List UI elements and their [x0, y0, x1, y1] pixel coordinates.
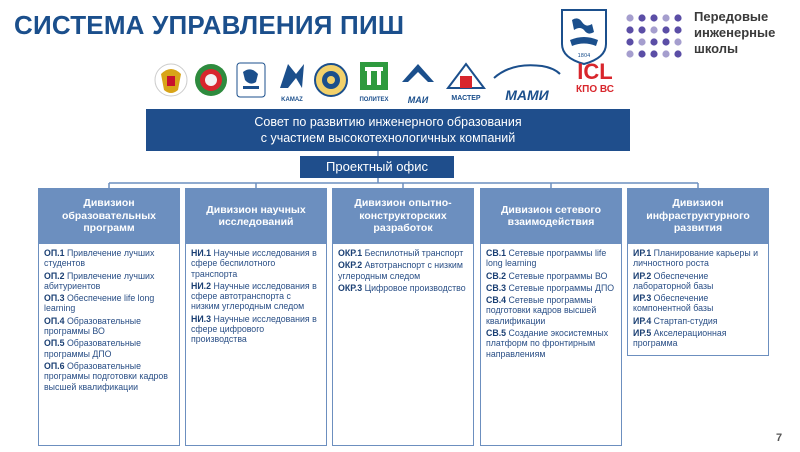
item-text: Обеспечение лабораторной базы [633, 270, 714, 291]
item-text: Научные исследования в сфере беспилотного транспорта [191, 248, 317, 279]
division-items [332, 244, 474, 446]
item-code: СВ.4 [486, 295, 507, 306]
item-code: СВ.1 [486, 248, 507, 258]
list-item [44, 338, 174, 359]
item-text: Научные исследования в сфере цифрового производства [191, 313, 317, 345]
item-text: Сетевые программы ДПО [508, 282, 615, 293]
item-code: ОП.2 [44, 270, 65, 281]
division-items [627, 244, 769, 356]
item-code: ОКР.3 [338, 282, 363, 293]
item-text: Привлечение лучших абитуриентов [44, 270, 155, 291]
division-items [185, 244, 327, 446]
item-code: ОКР.1 [338, 248, 363, 258]
division-rnd [332, 188, 474, 452]
council-line-2: с участием высокотехнологичных компаний [260, 131, 516, 145]
item-text: Обеспечение life long learning [44, 293, 155, 314]
list-item [44, 248, 174, 269]
list-item [44, 293, 174, 314]
division-header [627, 188, 769, 244]
mami-caption: МАМИ [505, 87, 549, 103]
division-title: Дивизион опытно-конструкторских разработок [354, 197, 452, 235]
division-title: Дивизион научных исследований [206, 203, 306, 228]
list-item [486, 295, 616, 326]
list-item [191, 281, 321, 312]
brand-line-2: инженерные [694, 25, 776, 40]
list-item [486, 248, 616, 269]
item-text: Научные исследования в сфере автотранспорта с низким углеродным следом [191, 280, 317, 312]
item-text: Автотранспорт с низким углеродным следом [338, 260, 463, 281]
page-number: 7 [776, 432, 783, 444]
item-text: Беспилотный транспорт [364, 248, 464, 258]
item-text: Акселерационная программа [633, 328, 727, 349]
division-header [185, 188, 327, 244]
project-office-box: Проектный офис [300, 156, 454, 178]
item-code: НИ.3 [191, 313, 212, 324]
list-item [633, 293, 763, 314]
item-text: Образовательные программы ДПО [44, 338, 141, 359]
icl-wordmark: ICL [577, 59, 613, 84]
list-item [633, 248, 763, 269]
item-code: НИ.2 [191, 280, 212, 291]
item-code: ИР.2 [633, 270, 652, 281]
list-item [44, 316, 174, 337]
list-item [633, 271, 763, 292]
division-items [38, 244, 180, 446]
item-code: ОП.6 [44, 360, 65, 371]
polytech-caption: ПОЛИТЕХ [359, 97, 389, 103]
division-items [480, 244, 622, 446]
council-line-1: Совет по развитию инженерного образования [254, 115, 522, 129]
item-text: Создание экосистемных платформ по фронтирным направлениям [486, 328, 609, 359]
item-code: ИР.1 [633, 248, 652, 258]
mai-caption: МАИ [407, 95, 429, 105]
list-item [338, 248, 468, 258]
crest-year: 1804 [577, 53, 591, 59]
list-item [44, 361, 174, 392]
item-text: Сетевые программы life long learning [486, 248, 607, 269]
division-header [38, 188, 180, 244]
item-text: Привлечение лучших студентов [44, 248, 155, 269]
item-code: НИ.1 [191, 248, 212, 258]
division-title: Дивизион инфраструктурного развития [646, 197, 750, 235]
brand-line-3: школы [694, 41, 739, 56]
item-text: Сетевые программы подготовки кадров высшей квалификации [486, 295, 597, 326]
division-infrastructure [627, 188, 769, 452]
page-title: СИСТЕМА УПРАВЛЕНИЯ ПИШ [14, 10, 405, 40]
division-education [38, 188, 180, 452]
item-code: ИР.3 [633, 293, 652, 304]
item-code: ОКР.2 [338, 260, 363, 271]
list-item [633, 328, 763, 349]
item-text: Сетевые программы ВО [508, 270, 608, 281]
item-code: ИР.4 [633, 315, 652, 326]
master-caption: МАСТЕР [451, 95, 481, 102]
division-title: Дивизион образовательных программ [61, 197, 157, 235]
list-item [338, 283, 468, 293]
item-code: СВ.2 [486, 270, 507, 281]
division-header [332, 188, 474, 244]
list-item [486, 328, 616, 359]
list-item [191, 314, 321, 345]
item-code: СВ.3 [486, 282, 507, 293]
division-header [480, 188, 622, 244]
item-text: Планирование карьеры и личностного роста [633, 248, 759, 269]
item-text: Цифровое производство [364, 282, 466, 293]
icl-caption: КПО ВС [576, 84, 614, 95]
item-code: СВ.5 [486, 328, 507, 339]
list-item [486, 271, 616, 281]
item-text: Стартап-студия [653, 315, 718, 326]
list-item [338, 260, 468, 281]
list-item [191, 248, 321, 279]
division-research [185, 188, 327, 452]
list-item [44, 271, 174, 292]
item-code: ОП.5 [44, 338, 65, 349]
kamaz-caption: KAMAZ [281, 97, 303, 103]
item-text: Образовательные программы подготовки кадров высшей квалификации [44, 360, 168, 392]
item-code: ИР.5 [633, 328, 652, 339]
list-item [486, 283, 616, 293]
item-code: ОП.3 [44, 293, 65, 304]
division-network [480, 188, 622, 452]
brand-line-1: Передовые [694, 9, 769, 24]
item-code: ОП.1 [44, 248, 65, 258]
item-text: Образовательные программы ВО [44, 315, 141, 337]
division-title: Дивизион сетевого взаимодействия [500, 203, 602, 228]
list-item [633, 316, 763, 326]
item-code: ОП.4 [44, 315, 65, 326]
item-text: Обеспечение компонентной базы [633, 293, 714, 314]
